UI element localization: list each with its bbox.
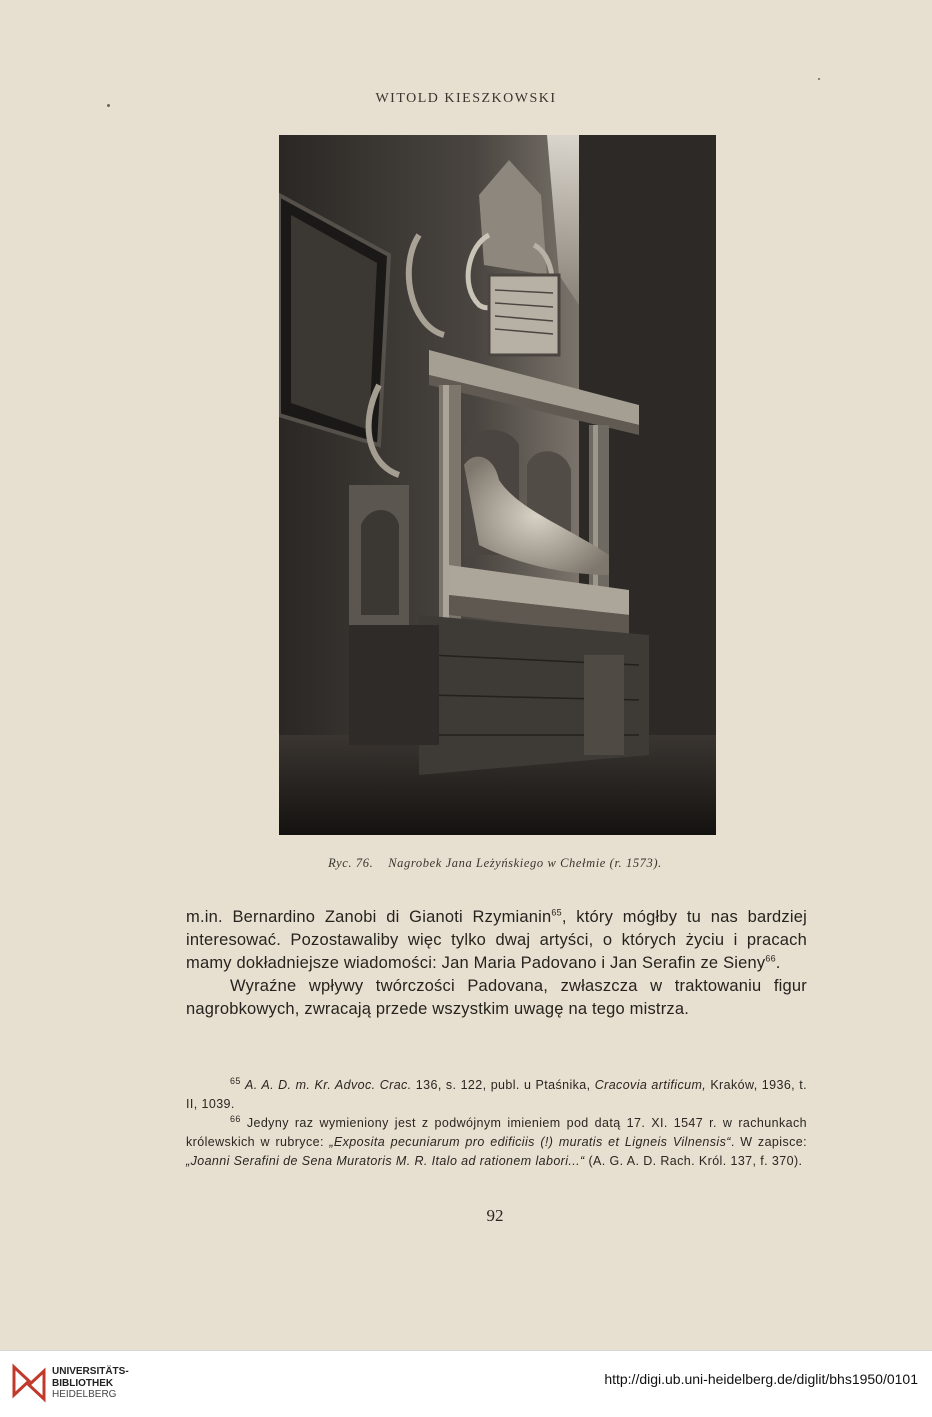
logo-line-3: HEIDELBERG: [52, 1389, 117, 1400]
logo-line-1: UNIVERSITÄTS-: [52, 1366, 129, 1377]
paragraph-1-part-a: m.in. Bernardino Zanobi di Gianoti Rzymianin: [186, 908, 552, 926]
footnote-66-number: 66: [230, 1113, 241, 1124]
figure-caption: [0, 856, 932, 871]
footnote-ref-65: 65: [551, 907, 562, 918]
footnotes: [186, 1076, 807, 1171]
figure-photograph: [279, 135, 716, 835]
library-logo-text[interactable]: [52, 1366, 129, 1401]
footnote-66-text-c: (A. G. A. D. Rach. Król. 137, f. 370).: [584, 1154, 803, 1168]
running-head: WITOLD KIESZKOWSKI: [375, 91, 557, 106]
paragraph-1-part-b: , który mógłby tu nas bardziej interesować. Pozostawaliby więc tylko dwaj artyści, o których życiu i pracach mamy dokładniejsze wiadomości: Jan Maria Padovano i Jan Serafin ze Sieny: [186, 908, 807, 972]
library-logo-icon[interactable]: [12, 1363, 46, 1403]
tomb-photo-illustration: [279, 135, 716, 835]
page-number: 92: [486, 1206, 504, 1225]
footnote-66-text-a: Jedyny raz wymieniony jest z podwójnym imieniem pod datą 17. XI. 1547 r. w rachunkach królewskich w rubryce:: [186, 1116, 807, 1149]
paragraph-1-part-c: .: [775, 954, 781, 972]
footnote-66-quote-b: „Joanni Serafini de Sena Muratoris M. R. Italo ad rationem labori...“: [186, 1154, 585, 1168]
paragraph-1: [186, 906, 807, 975]
logo-chevron-left: [14, 1367, 29, 1395]
footnote-65-number: 65: [230, 1075, 241, 1086]
caption-number: Ryc. 76.: [328, 856, 374, 870]
footnote-65-title: Cracovia artificum,: [594, 1078, 707, 1092]
speck: [818, 78, 820, 80]
paragraph-2: Wyraźne wpływy twórczości Padovana, zwłaszcza w traktowaniu figur nagrobkowych, zwracają przede wszystkim uwagę na tego mistrza.: [186, 977, 807, 1018]
logo-chevron-right: [29, 1371, 44, 1399]
logo-line-2: BIBLIOTHEK: [52, 1377, 114, 1389]
footnote-66: [186, 1114, 807, 1171]
body-text: [186, 906, 807, 1021]
footnote-65-archive-ref: A. A. D. m. Kr. Advoc. Crac.: [245, 1078, 412, 1092]
viewer-footer: [0, 1350, 932, 1417]
footnote-65-text-b: Kraków, 1936, t. II, 1039.: [186, 1078, 807, 1111]
footnote-66-quote-a: „Exposita pecuniarum pro edificiis (!) muratis et Ligneis Vilnensis“: [329, 1135, 731, 1149]
footnote-65-text-a: 136, s. 122, publ. u Ptaśnika,: [411, 1078, 595, 1092]
caption-text: Nagrobek Jana Leżyńskiego w Chełmie (r. 1573).: [388, 856, 662, 870]
source-url-link[interactable]: http://digi.ub.uni-heidelberg.de/diglit/bhs1950/0101: [604, 1371, 918, 1387]
footnote-ref-66: 66: [765, 953, 776, 964]
footnote-65: [186, 1076, 807, 1114]
footnote-66-text-b: . W zapisce:: [730, 1135, 807, 1149]
